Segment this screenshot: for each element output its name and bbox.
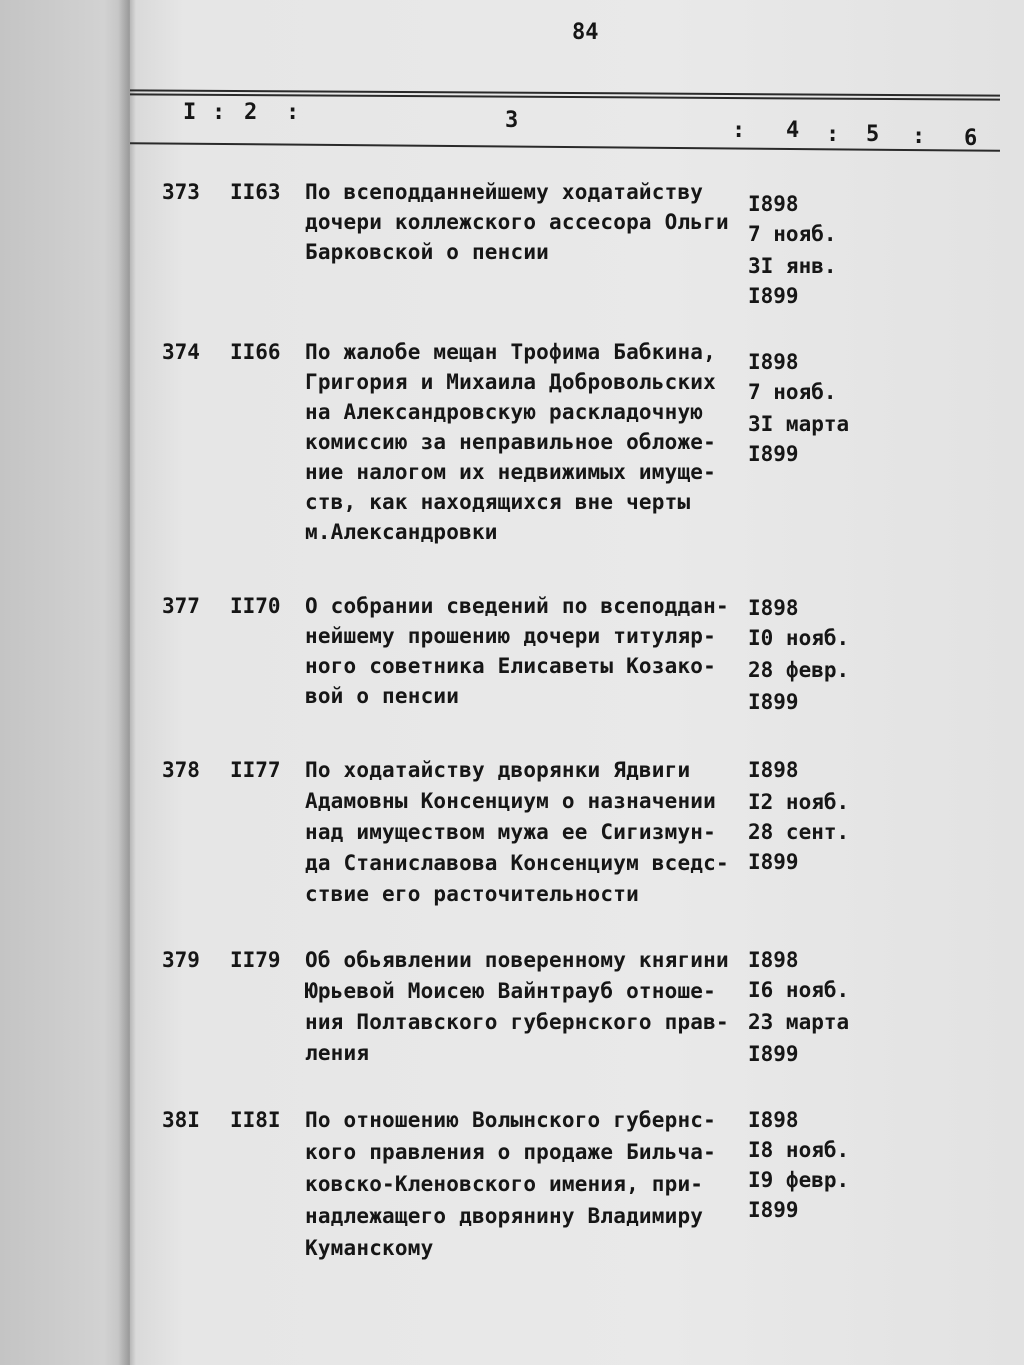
start-date: I2 нояб. [748,790,850,814]
case-title-line: нейшему прошению дочери титуляр- [305,624,716,648]
inventory-number: II63 [230,180,281,204]
row-number: 378 [162,758,200,782]
inventory-number: II77 [230,758,281,782]
row-number: 373 [162,180,200,204]
end-date: 3I янв. [748,254,837,278]
column-header-1: I [183,100,199,125]
inventory-number: II8I [230,1108,281,1132]
end-year: I899 [748,284,799,308]
inventory-number: II70 [230,594,281,618]
row-number: 377 [162,594,200,618]
column-header-3: 3 [505,108,521,133]
case-title-line: По отношению Волынского губернс- [305,1108,716,1132]
column-header-2: 2 [244,100,260,125]
end-date: I9 февр. [748,1168,850,1192]
start-year: I898 [748,758,799,782]
case-title-line: ние налогом их недвижимых имуще- [305,460,716,484]
case-title-line: над имуществом мужа ее Сигизмун- [305,820,716,844]
case-title-line: Адамовны Консенциум о назначении [305,789,716,813]
case-title-line: Об обьявлении поверенному княгини [305,948,729,972]
case-title-line: м.Александровки [305,520,498,544]
case-title-line: дочери коллежского ассесора Ольги [305,210,729,234]
start-date: I0 нояб. [748,626,850,650]
page-fold-shadow [118,0,136,1365]
column-separator: : [732,118,748,143]
case-title-line: да Станиславова Консенциум вседс- [305,851,729,875]
start-date: I8 нояб. [748,1138,850,1162]
case-title-line: По ходатайству дворянки Ядвиги [305,758,691,782]
row-number: 379 [162,948,200,972]
case-title-line: По жалобе мещан Трофима Бабкина, [305,340,716,364]
case-title-line: вой о пенсии [305,684,460,708]
inventory-number: II79 [230,948,281,972]
case-title-line: ния Полтавского губернского прав- [305,1010,729,1034]
case-title-line: ковско-Кленовского имения, при- [305,1172,704,1196]
column-separator: : [826,122,842,147]
end-year: I899 [748,1042,799,1066]
case-title-line: надлежащего дворянину Владимиру [305,1204,704,1228]
row-number: 374 [162,340,200,364]
case-title-line: По всеподданнейшему ходатайству [305,180,704,204]
end-date: 23 марта [748,1010,850,1034]
case-title-line: ного советника Елисаветы Козако- [305,654,716,678]
case-title-line: Григория и Михаила Добровольских [305,370,716,394]
end-date: 3I марта [748,412,850,436]
case-title-line: ления [305,1041,370,1065]
start-year: I898 [748,192,799,216]
column-separator: : [286,100,302,125]
case-title-line: ствие его расточительности [305,882,639,906]
column-separator: : [212,100,228,125]
start-year: I898 [748,596,799,620]
start-date: 7 нояб. [748,380,837,404]
end-year: I899 [748,690,799,714]
end-date: 28 сент. [748,820,850,844]
start-date: 7 нояб. [748,222,837,246]
column-header-5: 5 [866,122,882,147]
column-header-6: 6 [964,126,980,151]
end-year: I899 [748,442,799,466]
case-title-line: кого правления о продаже Бильча- [305,1140,716,1164]
column-separator: : [912,124,928,149]
end-year: I899 [748,1198,799,1222]
case-title-line: Куманскому [305,1236,434,1260]
case-title-line: комиссию за неправильное обложе- [305,430,716,454]
case-title-line: ств, как находящихся вне черты [305,490,691,514]
inventory-number: II66 [230,340,281,364]
start-date: I6 нояб. [748,978,850,1002]
start-year: I898 [748,350,799,374]
case-title-line: на Александровскую раскладочную [305,400,704,424]
adjacent-page-edge [0,0,130,1365]
case-title-line: О собрании сведений по всеподдан- [305,594,729,618]
case-title-line: Юрьевой Моисею Вайнтрауб отноше- [305,979,716,1003]
start-year: I898 [748,1108,799,1132]
page-number: 84 [572,20,599,45]
start-year: I898 [748,948,799,972]
case-title-line: Барковской о пенсии [305,240,550,264]
end-year: I899 [748,850,799,874]
row-number: 38I [162,1108,200,1132]
end-date: 28 февр. [748,658,850,682]
column-header-4: 4 [786,118,802,143]
